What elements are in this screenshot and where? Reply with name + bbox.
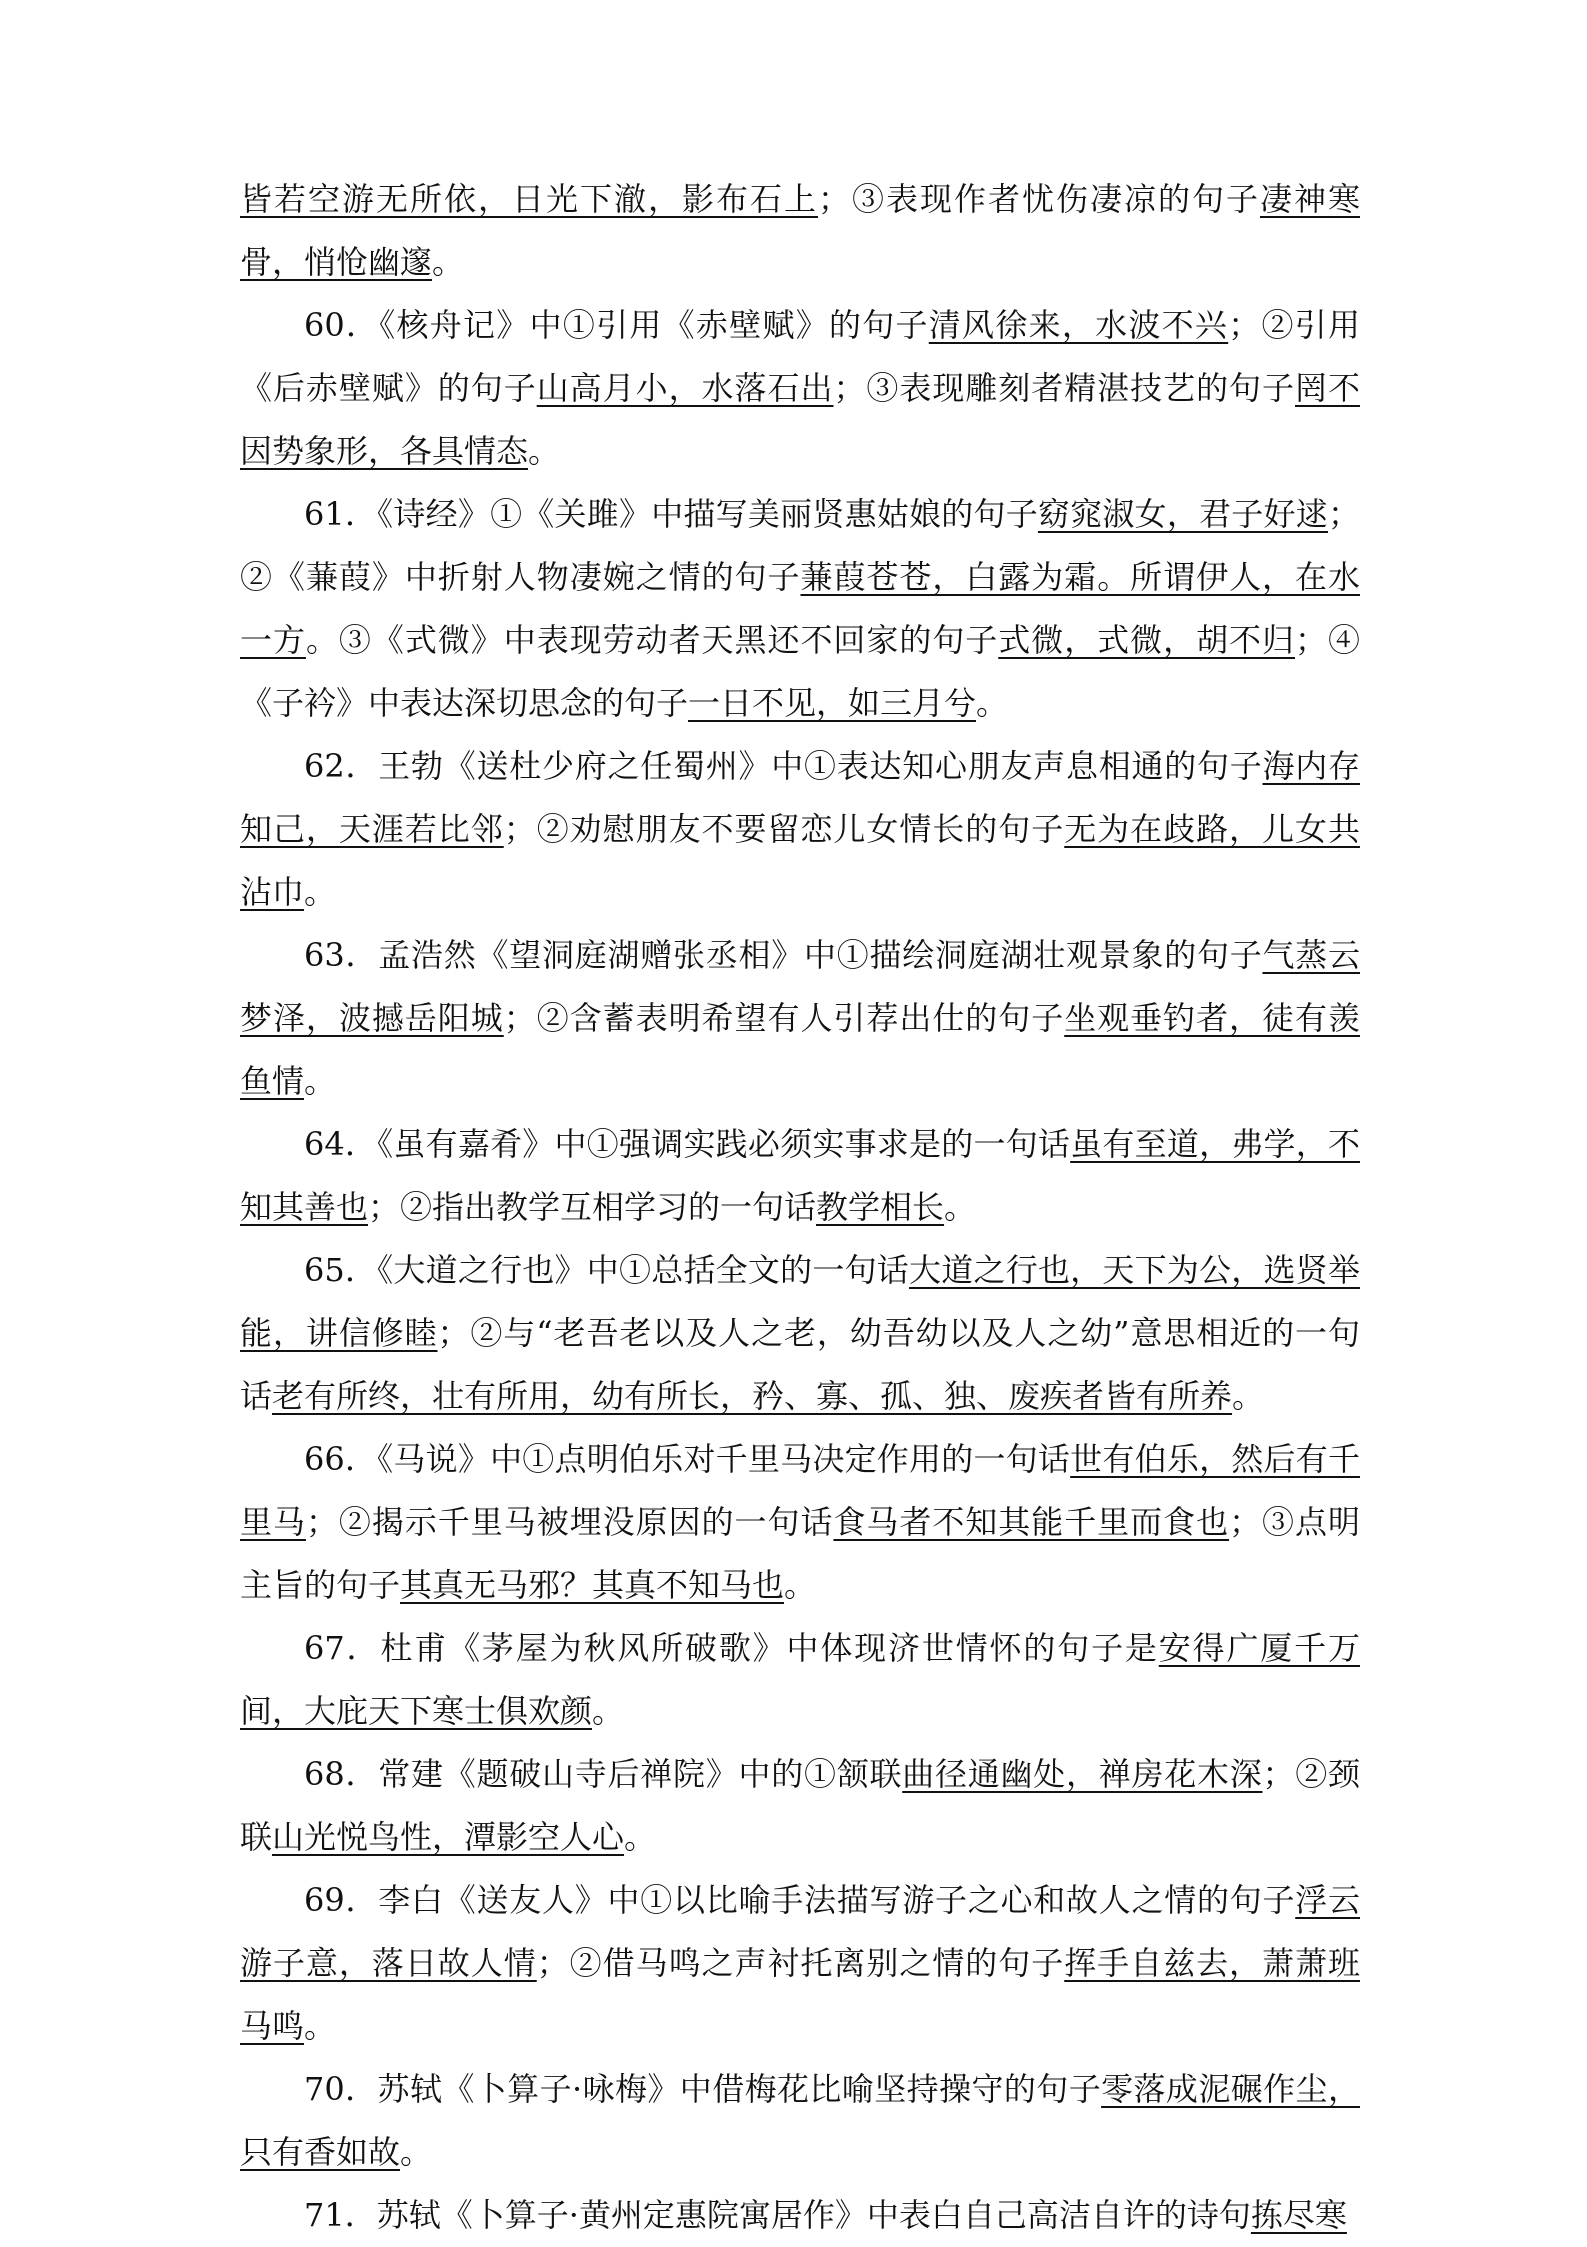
answer-paragraph — [240, 294, 1360, 483]
question-text: ；②劝慰朋友不要留恋儿女情长的句子 — [503, 810, 1065, 848]
underlined-answer: 曲径通幽处，禅房花木深 — [902, 1755, 1263, 1793]
question-text: ；②与“老吾老以及人之老，幼吾幼以及人之幼”意思相近的一句话 — [240, 1314, 1360, 1415]
question-text: ；②借马鸣之声衬托离别之情的句子 — [536, 1944, 1065, 1982]
underlined-answer: 式微，式微，胡不归 — [998, 621, 1295, 659]
underlined-answer: 气蒸云梦泽，波撼岳阳城 — [240, 936, 1360, 1037]
answer-paragraph — [240, 1113, 1360, 1239]
question-text: ；②揭示千里马被埋没原因的一句话 — [305, 1503, 834, 1541]
underlined-answer: 凄神寒骨，悄怆幽邃 — [240, 180, 1360, 281]
underlined-answer: 浮云游子意，落日故人情 — [240, 1881, 1360, 1982]
question-text: 。 — [304, 873, 337, 911]
question-text: ；③表现作者忧伤凄凉的句子 — [817, 180, 1260, 218]
question-text: 。 — [304, 1062, 337, 1100]
question-text: 。 — [976, 684, 1009, 722]
underlined-answer: 老有所终，壮有所用，幼有所长，矜、寡、孤、独、废疾者皆有所养 — [272, 1377, 1233, 1415]
question-text: 63．孟浩然《望洞庭湖赠张丞相》中①描绘洞庭湖壮观景象的句子 — [304, 936, 1263, 974]
question-text: ；②引用《后赤壁赋》的句子 — [240, 306, 1360, 407]
answer-paragraph — [240, 483, 1360, 735]
underlined-answer: 坐观垂钓者，徒有羡鱼情 — [240, 999, 1360, 1100]
underlined-answer: 山光悦鸟性，潭影空人心 — [272, 1818, 625, 1856]
question-text: ；②颈联 — [240, 1755, 1360, 1856]
question-text: 60．《核舟记》中①引用《赤壁赋》的句子 — [304, 306, 929, 344]
answer-paragraph — [240, 1743, 1360, 1869]
question-text: ；④《子衿》中表达深切思念的句子 — [240, 621, 1360, 722]
answer-paragraph — [240, 924, 1360, 1113]
question-text: 。③《式微》中表现劳动者天黑还不回家的句子 — [305, 621, 999, 659]
answer-paragraph — [240, 1617, 1360, 1743]
question-text: ；②含蓄表明希望有人引荐出仕的句子 — [503, 999, 1065, 1037]
question-text: 65．《大道之行也》中①总括全文的一句话 — [304, 1251, 910, 1289]
answer-paragraph — [240, 2058, 1360, 2184]
underlined-answer: 食马者不知其能千里而食也 — [833, 1503, 1230, 1541]
question-text: 。 — [400, 2133, 433, 2171]
question-text: 。 — [1232, 1377, 1265, 1415]
question-text: 68．常建《题破山寺后禅院》中的①颔联 — [304, 1755, 903, 1793]
underlined-answer: 零落成泥碾作尘，只有香如故 — [240, 2070, 1360, 2171]
underlined-answer: 皆若空游无所依，日光下澈，影布石上 — [240, 180, 818, 218]
question-text: 61．《诗经》①《关雎》中描写美丽贤惠姑娘的句子 — [304, 495, 1038, 533]
answer-paragraph — [240, 1239, 1360, 1428]
answer-paragraph — [240, 1869, 1360, 2058]
underlined-answer: 山高月小，水落石出 — [536, 369, 834, 407]
underlined-answer: 海内存知己，天涯若比邻 — [240, 747, 1360, 848]
question-text: 。 — [592, 1692, 625, 1730]
question-text: 71．苏轼《卜算子·黄州定惠院寓居作》中表白自己高洁自许的诗句 — [304, 2196, 1251, 2234]
underlined-answer: 拣尽寒 — [1250, 2196, 1347, 2234]
question-text: 。 — [304, 2007, 337, 2045]
question-text: ；②指出教学互相学习的一句话 — [368, 1188, 817, 1226]
underlined-answer: 一日不见，如三月兮 — [688, 684, 977, 722]
answer-paragraph — [240, 168, 1360, 294]
answer-paragraph — [240, 1428, 1360, 1617]
underlined-answer: 安得广厦千万间，大庇天下寒士俱欢颜 — [240, 1629, 1360, 1730]
question-text: 。 — [528, 432, 561, 470]
underlined-answer: 世有伯乐，然后有千里马 — [240, 1440, 1360, 1541]
question-text: ；③表现雕刻者精湛技艺的句子 — [833, 369, 1295, 407]
question-text: 69．李白《送友人》中①以比喻手法描写游子之心和故人之情的句子 — [304, 1881, 1296, 1919]
question-text: 67．杜甫《茅屋为秋风所破歌》中体现济世情怀的句子是 — [304, 1629, 1159, 1667]
underlined-answer: 大道之行也，天下为公，选贤举能，讲信修睦 — [240, 1251, 1360, 1352]
question-text: 。 — [944, 1188, 977, 1226]
underlined-answer: 清风徐来，水波不兴 — [928, 306, 1229, 344]
underlined-answer: 虽有至道，弗学，不知其善也 — [240, 1125, 1360, 1226]
underlined-answer: 罔不因势象形，各具情态 — [240, 369, 1360, 470]
question-text: 。 — [624, 1818, 657, 1856]
question-text: 。 — [432, 243, 465, 281]
question-text: 66．《马说》中①点明伯乐对千里马决定作用的一句话 — [304, 1440, 1071, 1478]
underlined-answer: 挥手自兹去，萧萧班马鸣 — [240, 1944, 1360, 2045]
question-text: 62．王勃《送杜少府之任蜀州》中①表达知心朋友声息相通的句子 — [304, 747, 1263, 785]
underlined-answer: 蒹葭苍苍，白露为霜。所谓伊人，在水一方 — [240, 558, 1360, 659]
answer-paragraph — [240, 2184, 1360, 2247]
underlined-answer: 窈窕淑女，君子好逑 — [1037, 495, 1328, 533]
question-text: 64．《虽有嘉肴》中①强调实践必须实事求是的一句话 — [304, 1125, 1071, 1163]
underlined-answer: 教学相长 — [816, 1188, 945, 1226]
question-text: ；③点明主旨的句子 — [240, 1503, 1360, 1604]
question-text: 70．苏轼《卜算子·咏梅》中借梅花比喻坚持操守的句子 — [304, 2070, 1102, 2108]
question-text: 。 — [784, 1566, 817, 1604]
answer-paragraph — [240, 735, 1360, 924]
underlined-answer: 其真无马邪？其真不知马也 — [400, 1566, 785, 1604]
underlined-answer: 无为在歧路，儿女共沾巾 — [240, 810, 1360, 911]
question-text: ；②《蒹葭》中折射人物凄婉之情的句子 — [240, 495, 1360, 596]
document-page — [240, 168, 1360, 2247]
